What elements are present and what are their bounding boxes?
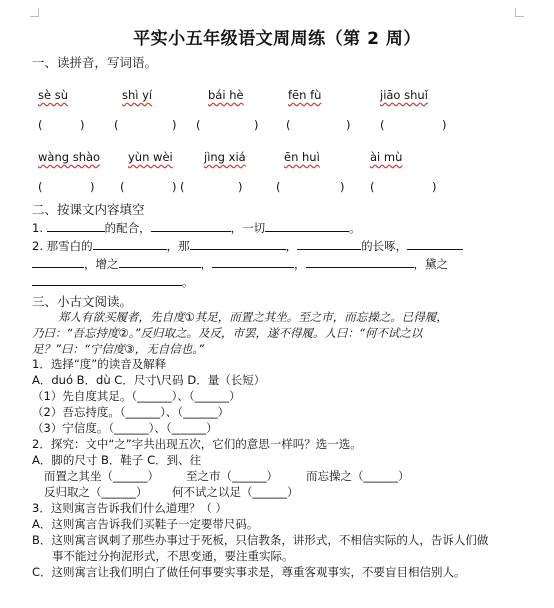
answer-paren-open: ( <box>370 180 375 194</box>
question-3: 3．这则寓言告诉我们什么道理？（ ） <box>32 501 227 515</box>
blank[interactable] <box>306 256 414 268</box>
answer-paren-close: ) <box>172 118 177 132</box>
section-3-heading: 三、小古文阅读。 <box>32 294 133 309</box>
blank[interactable] <box>297 238 361 250</box>
question-2-options: A．脚的尺寸 B．鞋子 C．到、往 <box>32 453 202 467</box>
item-number: 1. <box>32 221 43 235</box>
pinyin-3: bái hè <box>208 88 244 102</box>
answer-paren-close: ) <box>346 118 351 132</box>
answer-paren-close: ) <box>90 180 95 194</box>
question-1-a: （1）先自度其足。（______）、（______） <box>32 389 241 403</box>
blank[interactable] <box>93 238 167 250</box>
margin-mark-left <box>30 8 39 17</box>
answer-paren-open: ( <box>120 180 125 194</box>
fill-text: 的长啄， <box>361 239 408 253</box>
question-2-b2: 何不试之以足（______） <box>172 485 299 499</box>
fill-text: 。 <box>182 275 194 289</box>
fill-line-1 <box>32 220 361 236</box>
pinyin-5: jiāo shuǐ <box>380 88 428 102</box>
blank[interactable] <box>190 238 286 250</box>
pinyin-2: shì yí <box>122 88 153 102</box>
question-2-b1: 反归取之（______） <box>44 485 148 499</box>
question-2: 2．探究：文中“之”字共出现五次，它们的意思一样吗？选一选。 <box>32 437 362 451</box>
answer-paren-open: ( <box>114 118 119 132</box>
fill-text: ，那 <box>166 239 190 253</box>
blank[interactable] <box>119 256 201 268</box>
margin-mark-right <box>515 8 524 17</box>
answer-paren-open: ( <box>180 180 185 194</box>
answer-paren-open: ( <box>38 118 43 132</box>
question-1-options: A．duó B．dù C．尺寸\尺码 D．量（长短） <box>32 373 266 387</box>
fill-line-2 <box>32 238 463 254</box>
blank[interactable] <box>212 256 294 268</box>
answer-paren-close: ) <box>238 180 243 194</box>
answer-paren-close: ) <box>172 180 177 194</box>
fill-text: 。 <box>349 221 361 235</box>
fill-text: 的配合， <box>104 221 151 235</box>
question-1: 1．选择“度”的读音及解释 <box>32 357 167 371</box>
pinyin-1: sè sù <box>38 88 69 102</box>
question-3-option-b-line2: 事不能过分拘泥形式，不思变通，要注重实际。 <box>52 549 294 563</box>
passage-line-3: 足？”曰：“宁信度③，无自信也。” <box>32 342 204 356</box>
fill-text: ， <box>294 257 306 271</box>
page-title: 平实小五年级语文周周练（第 2 周） <box>133 29 421 49</box>
fill-text: ，增之 <box>84 257 119 271</box>
fill-text: ，黛之 <box>413 257 448 271</box>
blank[interactable] <box>32 256 84 268</box>
answer-paren-close: ) <box>432 180 437 194</box>
fill-text: ， <box>200 257 212 271</box>
pinyin-7: yùn wèi <box>128 150 173 164</box>
fill-text: ， <box>285 239 298 253</box>
passage-line-2: 乃曰：“吾忘持度②。”反归取之。及反，市罢，遂不得履。人曰：“何不试之以 <box>32 326 423 340</box>
answer-paren-close: ) <box>80 118 85 132</box>
section-1-heading: 一、读拼音，写词语。 <box>32 55 158 70</box>
question-2-a3: 而忘操之（______） <box>306 469 410 483</box>
pinyin-8: jìng xiá <box>204 150 246 164</box>
pinyin-9: ēn huì <box>284 150 320 164</box>
answer-paren-open: ( <box>286 118 291 132</box>
question-3-option-b-line1: B．这则寓言讽刺了那些办事过于死板，只信教条，讲形式，不相信实际的人，告诉人们做 <box>32 533 489 547</box>
fill-text: 2. 那雪白的 <box>32 239 93 253</box>
answer-paren-open: ( <box>38 180 43 194</box>
question-1-b: （2）吾忘持度。（______）、（______） <box>32 405 230 419</box>
answer-paren-close: ) <box>254 118 259 132</box>
answer-paren-open: ( <box>196 118 201 132</box>
answer-paren-open: ( <box>380 118 385 132</box>
passage-line-1: 郑人有欲买履者，先自度①其足，而置之其坐。至之市，而忘操之。已得履， <box>58 310 448 324</box>
answer-paren-close: ) <box>340 180 345 194</box>
blank[interactable] <box>407 238 463 250</box>
question-3-option-a: A．这则寓言告诉我们买鞋子一定要带尺码。 <box>32 517 259 531</box>
blank[interactable] <box>47 220 105 232</box>
pinyin-6: wàng shào <box>38 150 101 164</box>
pinyin-10: ài mù <box>370 150 403 164</box>
question-2-a1: 而置之其坐（______） <box>44 469 159 483</box>
fill-text: ，一切 <box>230 221 266 235</box>
fill-line-4 <box>32 274 194 290</box>
blank[interactable] <box>32 274 182 286</box>
section-2-heading: 二、按课文内容填空 <box>32 202 145 217</box>
question-3-option-c: C．这则寓言让我们明白了做任何事要实事求是，尊重客观事实，不要盲目相信别人。 <box>32 565 466 579</box>
pinyin-4: fēn fù <box>288 88 322 102</box>
blank[interactable] <box>151 220 231 232</box>
question-2-a2: 至之市（______） <box>186 469 278 483</box>
blank[interactable] <box>265 220 349 232</box>
answer-paren-close: ) <box>442 118 447 132</box>
answer-paren-open: ( <box>276 180 281 194</box>
question-1-c: （3）宁信度。（______）、（______） <box>32 421 218 435</box>
fill-line-3 <box>32 256 448 272</box>
